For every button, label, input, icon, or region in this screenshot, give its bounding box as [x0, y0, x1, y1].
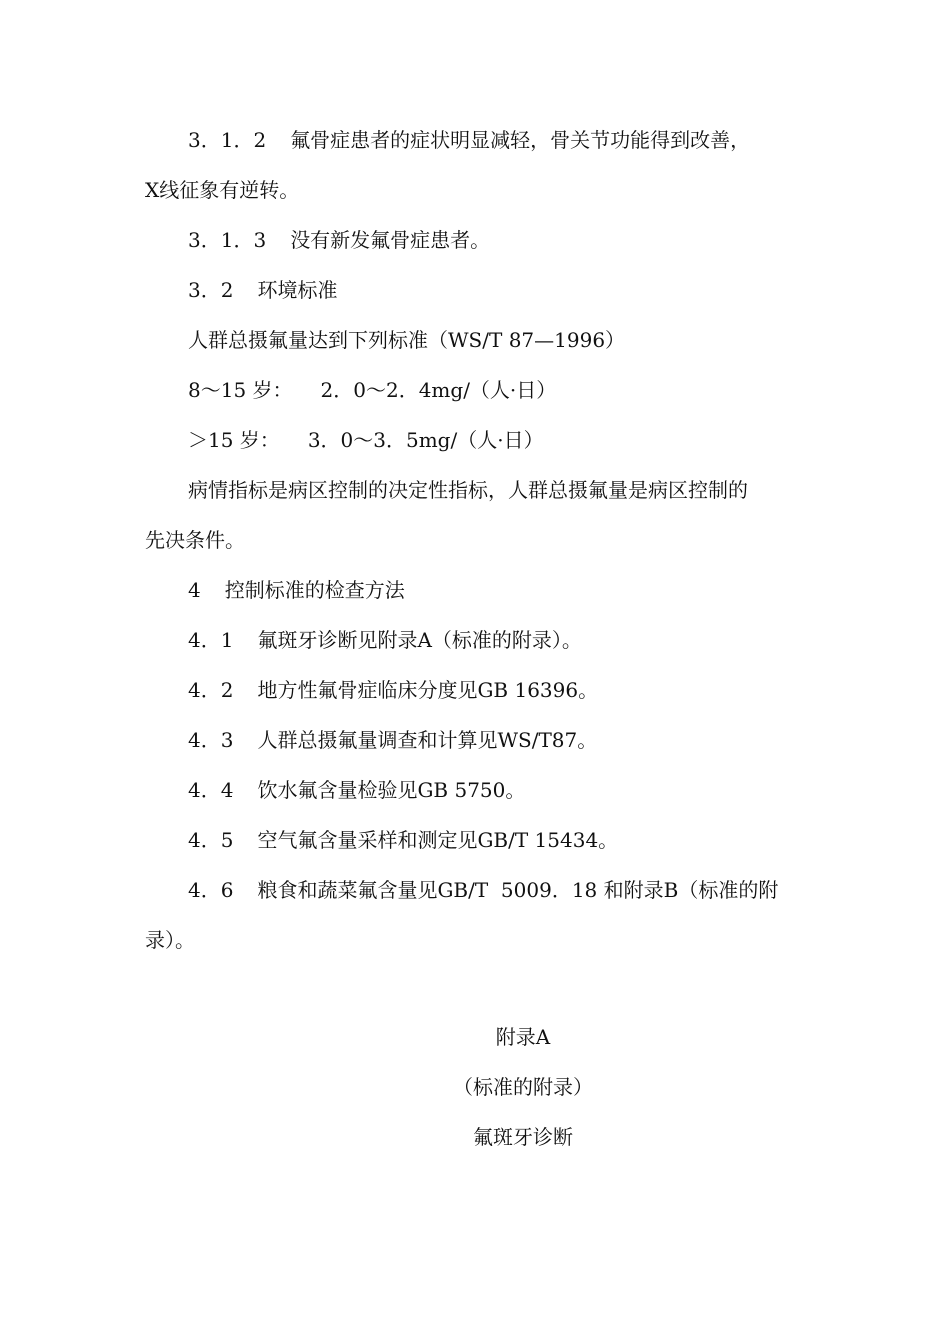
clause-text: 饮水氟含量检验见GB 5750。 — [257, 778, 526, 802]
clause-4-1 — [188, 625, 810, 655]
intake-standard-over-15 — [188, 425, 810, 455]
section-4-heading — [188, 575, 810, 605]
clause-number: 3．1．2 — [188, 128, 267, 152]
intake-value: 2．0～2．4mg/（人·日） — [320, 378, 557, 402]
clause-text: 地方性氟骨症临床分度见GB 16396。 — [257, 678, 599, 702]
age-range: ＞15 岁： — [188, 428, 280, 452]
clause-number: 3．2 — [188, 278, 234, 302]
clause-text: X线征象有逆转。 — [145, 178, 300, 202]
clause-4-2 — [188, 675, 810, 705]
age-range: 8～15 岁： — [188, 378, 293, 402]
intake-standard-intro — [188, 325, 810, 355]
intake-standard-8-15 — [188, 375, 810, 405]
clause-text: 人群总摄氟量调查和计算见WS/T87。 — [257, 728, 598, 752]
intake-value: 3．0～3．5mg/（人·日） — [307, 428, 544, 452]
paragraph-text: 人群总摄氟量达到下列标准（WS/T 87—1996） — [188, 328, 626, 352]
clause-text: 空气氟含量采样和测定见GB/T 15434。 — [257, 828, 619, 852]
indicator-paragraph-continued — [145, 525, 810, 555]
clause-number: 4．2 — [188, 678, 234, 702]
paragraph-text: 病情指标是病区控制的决定性指标，人群总摄氟量是病区控制的 — [188, 478, 748, 502]
clause-4-6-continued — [145, 925, 810, 955]
clause-number: 4．1 — [188, 628, 234, 652]
clause-text: 环境标准 — [257, 278, 338, 302]
clause-number: 4．3 — [188, 728, 234, 752]
clause-text: 氟骨症患者的症状明显减轻，骨关节功能得到改善， — [290, 128, 751, 152]
clause-3-1-2 — [188, 125, 810, 155]
indicator-paragraph — [188, 475, 810, 505]
section-title: 控制标准的检查方法 — [224, 578, 405, 602]
clause-3-1-2-continued — [145, 175, 810, 205]
section-number: 4 — [188, 578, 201, 602]
clause-4-4 — [188, 775, 810, 805]
clause-number: 4．4 — [188, 778, 234, 802]
clause-3-2 — [188, 275, 810, 305]
clause-4-6 — [188, 875, 810, 905]
clause-text: 粮食和蔬菜氟含量见GB/T 5009．18 和附录B（标准的附 — [257, 878, 779, 902]
clause-3-1-3 — [188, 225, 810, 255]
clause-text: 氟斑牙诊断见附录A（标准的附录）。 — [257, 628, 582, 652]
appendix-title: 附录A — [495, 1025, 551, 1049]
clause-number: 4．5 — [188, 828, 234, 852]
clause-text: 没有新发氟骨症患者。 — [290, 228, 491, 252]
clause-text: 录）。 — [145, 928, 195, 952]
paragraph-text: 先决条件。 — [145, 528, 245, 552]
clause-4-3 — [188, 725, 810, 755]
appendix-heading: 氟斑牙诊断 — [473, 1125, 573, 1149]
clause-number: 4．6 — [188, 878, 234, 902]
clause-number: 3．1．3 — [188, 228, 267, 252]
clause-4-5 — [188, 825, 810, 855]
appendix-subtitle: （标准的附录） — [453, 1075, 593, 1099]
